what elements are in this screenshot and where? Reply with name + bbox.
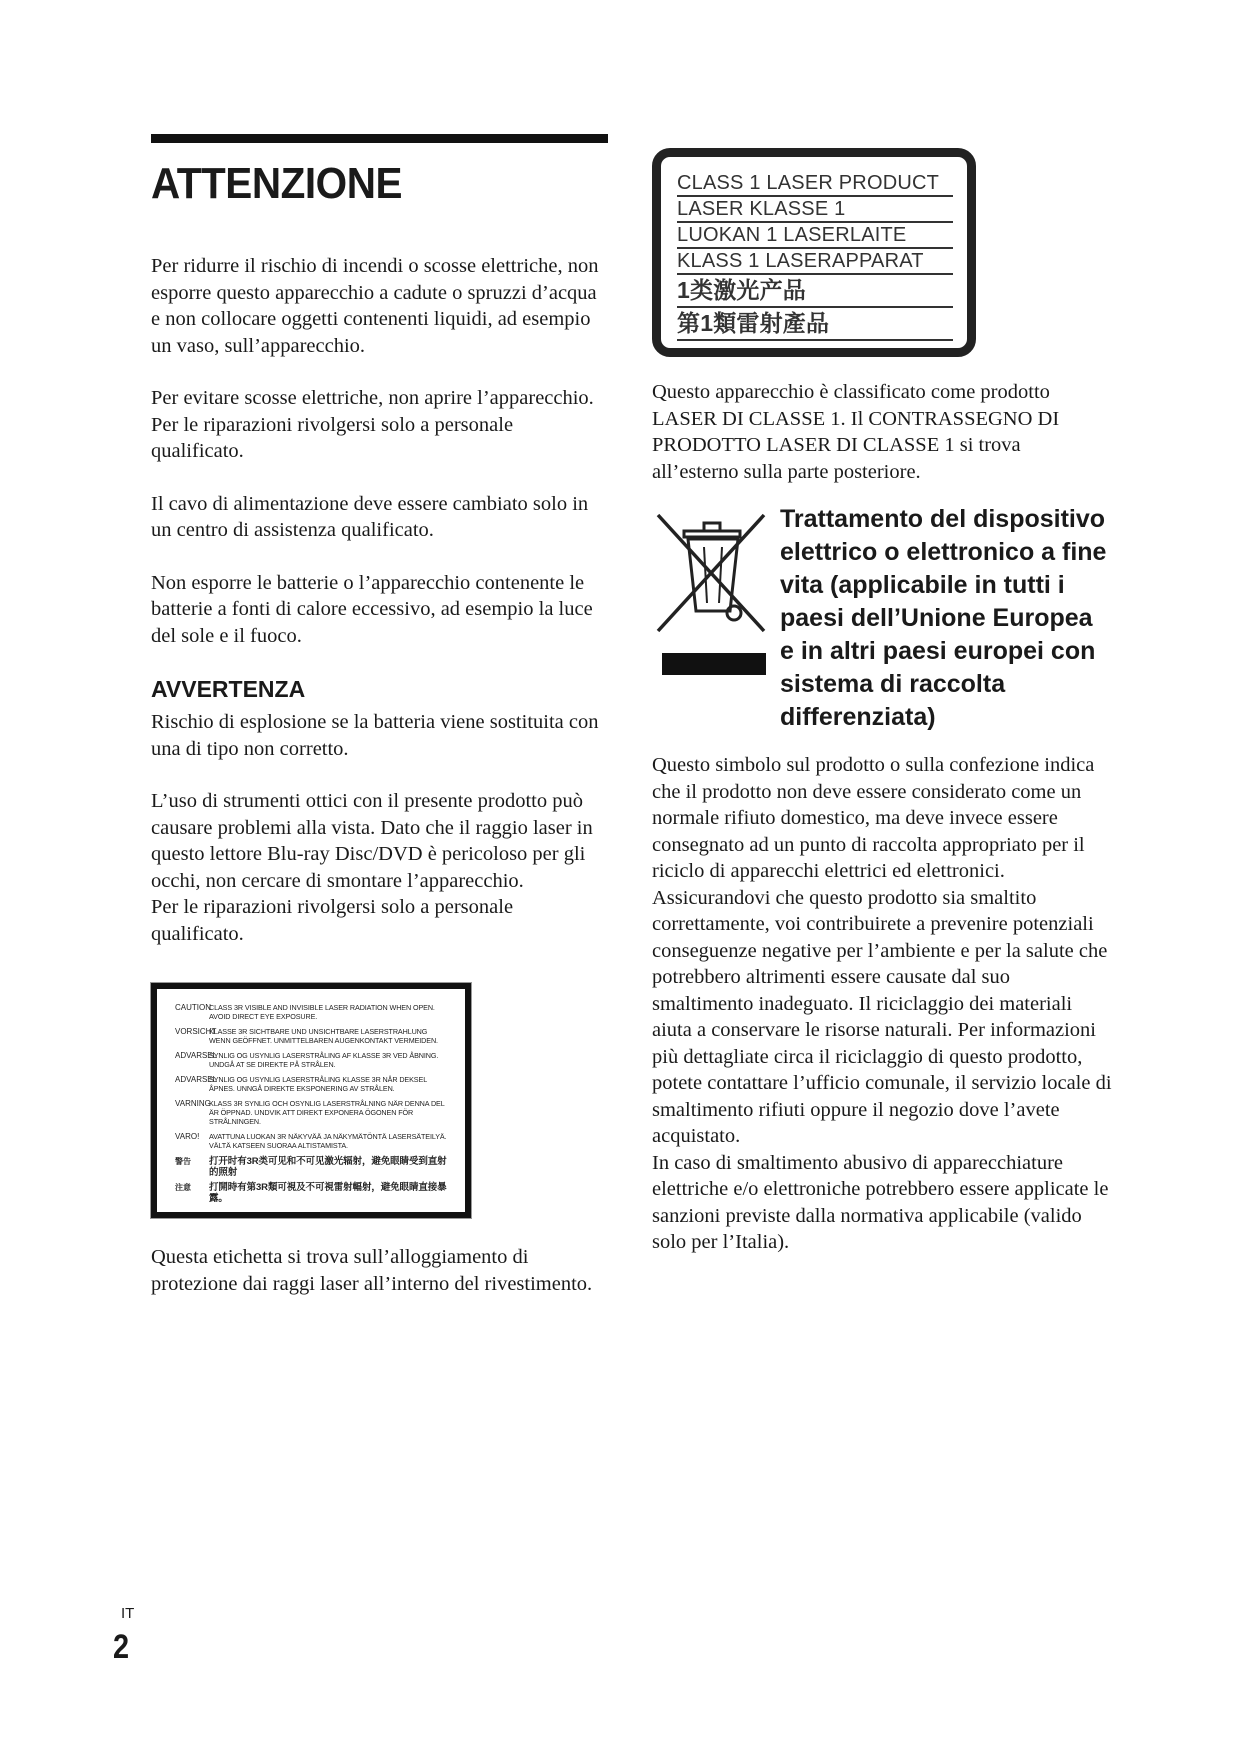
laser-label-line: 第1類雷射產品 xyxy=(677,308,953,341)
paragraph-class1-note: Questo apparecchio è classificato come prodotto LASER DI CLASSE 1. Il CONTRASSEGNO DI PRODOTTO LASER DI CLASSE 1 si trova all’esterno sulla parte posteriore. xyxy=(652,381,1060,483)
paragraph-label-location: Questa etichetta si trova sull’alloggiamento di protezione dai raggi laser all’interno del rivestimento. xyxy=(151,1246,593,1295)
laser-label-line: CLASS 1 LASER PRODUCT xyxy=(677,171,953,197)
paragraph-battery-explosion: Rischio di esplosione se la batteria viene sostituita con una di tipo non corretto. xyxy=(151,711,599,760)
laser-label-line: 1类激光产品 xyxy=(677,275,953,308)
paragraph-weee-sanctions: In caso di smaltimento abusivo di apparecchiature elettriche e/o elettroniche potrebbero essere applicate le sanzioni previste dalla normativa applicabile (valido solo per l’Italia). xyxy=(652,1151,1109,1253)
paragraph-battery-heat: Non esporre le batterie o l’apparecchio contenente le batterie a fonti di calore eccessivo, ad esempio la luce del sole e il fuoco. xyxy=(151,571,593,647)
paragraph-optical-instruments: L’uso di strumenti ottici con il presente prodotto può causare problemi alla vista. Dato che il raggio laser in questo lettore Blu-ray Disc/DVD è pericoloso per gli occhi, non cercare di smontare l’apparecchio. xyxy=(151,790,593,892)
paragraph-repair-personnel: Per le riparazioni rivolgersi solo a personale qualificato. xyxy=(151,896,514,945)
caution-row: VARNING KLASS 3R SYNLIG OCH OSYNLIG LASERSTRÅLNING NÄR DENNA DEL ÄR ÖPPNAD. UNDVIK ATT DIREKT EXPONERA ÖGONEN FÖR STRÅLNINGEN. xyxy=(175,1099,445,1126)
class1-laser-label xyxy=(652,148,976,357)
paragraph-weee-body: Questo simbolo sul prodotto o sulla confezione indica che il prodotto non deve essere considerato come un normale rifiuto domestico, ma deve invece essere consegnato ad un punto di raccolta appropriato per il riciclo di apparecchi elettrici ed elettronici. Assicurandovi che questo prodotto sia smaltito correttamente, voi contribuirete a prevenire potenziali conseguenze negative per l’ambiente e per la salute che potrebbero altrimenti essere causate dal suo smaltimento inadeguato. Il riciclaggio dei materiali aiuta a conservare le risorse naturali. Per informazioni più dettagliate circa il riciclaggio di questo prodotto, potete contattare l’ufficio comunale, il servizio locale di smaltimento rifiuti oppure il negozio dove l’avete acquistato. xyxy=(652,754,1112,1147)
caution-laser-label xyxy=(151,983,471,1218)
page-title: ATTENZIONE xyxy=(151,159,403,208)
weee-section xyxy=(652,503,1112,734)
weee-heading: Trattamento del dispositivo elettrico o elettronico a fine vita (applicabile in tutti i paesi dell’Unione Europea e in altri paesi europei con sistema di raccolta differenziata) xyxy=(780,505,1107,731)
paragraph-power-cord: Il cavo di alimentazione deve essere cambiato solo in un centro di assistenza qualificato. xyxy=(151,492,589,541)
caution-row: CAUTION CLASS 3R VISIBLE AND INVISIBLE LASER RADIATION WHEN OPEN. AVOID DIRECT EYE EXPOSURE. xyxy=(175,1003,435,1021)
caution-row: VORSICHT KLASSE 3R SICHTBARE UND UNSICHTBARE LASERSTRAHLUNG WENN GEÖFFNET. UNMITTELBAREN AUGENKONTAKT VERMEIDEN. xyxy=(175,1027,438,1045)
right-column xyxy=(652,148,1112,1256)
paragraph-do-not-open: Per evitare scosse elettriche, non aprire l’apparecchio. Per le riparazioni rivolgersi solo a personale qualificato. xyxy=(151,387,594,462)
crossed-bin-icon xyxy=(652,503,772,653)
footer-language: IT xyxy=(121,1605,135,1622)
laser-label-line: LUOKAN 1 LASERLAITE xyxy=(677,223,953,249)
warning-heading: AVVERTENZA xyxy=(151,676,306,702)
left-column xyxy=(151,134,608,1297)
caution-row: 警告 打开时有3R类可见和不可见激光辐射，避免眼睛受到直射的照射 xyxy=(175,1156,447,1178)
caution-row: ADVARSEL SYNLIG OG USYNLIG LASERSTRÅLING KLASSE 3R NÅR DEKSEL ÅPNES. UNNGÅ DIREKTE EKSPONERING AV STRÅLEN. xyxy=(175,1075,427,1093)
page-number: 2 xyxy=(113,1628,130,1666)
caution-row: VARO! AVATTUNA LUOKAN 3R NÄKYVÄÄ JA NÄKYMÄTÖNTÄ LASERSÄTEILYÄ. VÄLTÄ KATSEEN SUORAA ALTISTAMISTA. xyxy=(175,1132,447,1150)
laser-label-line: KLASS 1 LASERAPPARAT xyxy=(677,249,953,275)
caution-row: ADVARSEL SYNLIG OG USYNLIG LASERSTRÅLING AF KLASSE 3R VED ÅBNING. UNDGÅ AT SE DIREKTE PÅ STRÅLEN. xyxy=(175,1051,439,1069)
title-rule xyxy=(151,134,608,143)
caution-row: 注意 打開時有第3R類可視及不可視雷射輻射，避免眼睛直接暴露。 xyxy=(175,1182,447,1204)
laser-label-line: LASER KLASSE 1 xyxy=(677,197,953,223)
paragraph-fire-risk: Per ridurre il rischio di incendi o scosse elettriche, non esporre questo apparecchio a cadute o spruzzi d’acqua e non collocare oggetti contenenti liquidi, ad esempio un vaso, sull’apparecchio. xyxy=(151,255,599,357)
